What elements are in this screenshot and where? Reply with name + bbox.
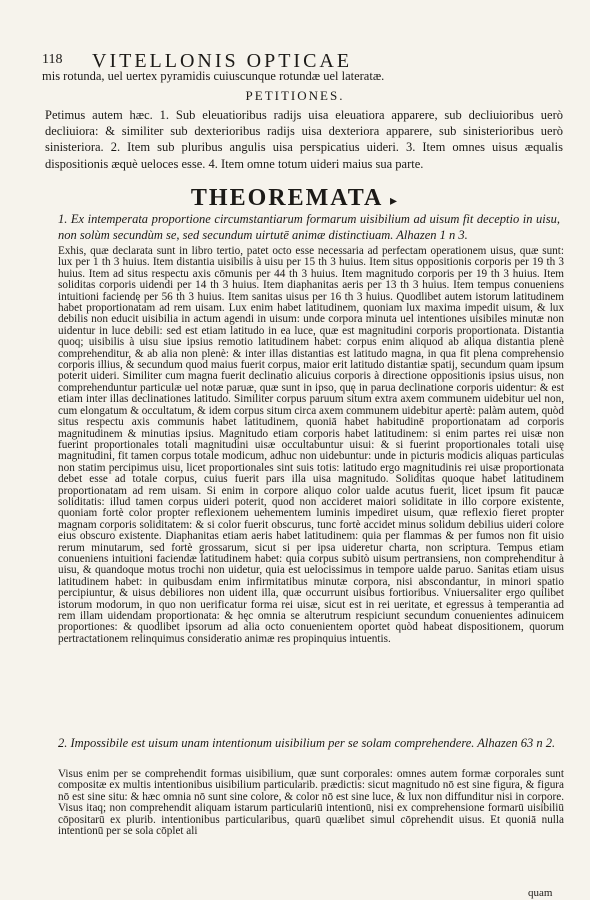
proposition-2-enunciation: 2. Impossibile est uisum unam intentionum uisibilium per se solam comprehendere. Alhazen 63 n 2. [58,736,556,750]
theoremata-heading [0,185,590,212]
pointer-marker-icon: ▸ [390,194,400,209]
proposition-1-enunciation: 1. Ex intemperata proportione circumstantiarum formarum uisibilium ad uisum fit deceptio in uisu, non solùm secundùm se, sed secundum uirtutē animæ distinctiuam. Alhazen 1 n 3. [58,212,560,242]
catchword: quam [528,887,553,899]
running-head: VITELLONIS OPTICAE [92,50,353,72]
page-header [42,50,562,70]
theoremata-title: THEOREMATA [190,185,383,211]
continuation-line: mis rotunda, uel uertex pyramidis cuiuscunque rotundæ uel lateratæ. [42,69,385,83]
petitiones-heading: PETITIONES. [245,88,345,103]
proposition-2-body: Visus enim per se comprehendit formas uisibilium, quæ sunt corporales: omnes autem formæ corporales sunt compositæ ex multis intentionibus uisibilium particularib. prædictis: sicut magnitudo nō est sine figura, & figura nō est sine situ: & hæc omnia nō sunt sine colore, & color nō est sine luce, & lux non diffunditur nisi in corpore. Visus itaq; non comprehendit aliquam istarum particulariū intentionū, nisi ex comprehensione formarū uisibiliū cōpositarū ex plurib. intentionibus particularibus, quarū quælibet simul cōprehendit uisus. Et quoniā nulla intentionū per se sola cōplet ali [58,768,564,838]
proposition-1-body: Exhis, quæ declarata sunt in libro tertio, patet octo esse necessaria ad perfectam operationem uisus, quæ sunt: lux per 1 th 3 huius. Item distantia uisibilis à uisu per 15 th 3 huius. Item situs oppositionis corporis per 19 th 3 huius. Item ad situs respectu axis cōmunis per 44 th 3 huius. Item magnitudo corporis per 19 th 3 huius. Item soliditas corporis uidendi per 14 th 3 huius. Item diaphanitas aeris per 13 th 3 huius. Item tempus conueniens intuitioni faciendę per 56 th 3 huius. Item sanitas uisus per 16 th 3 huius. Quodlibet autem istorum latitudinem habet proportionatam ad rem uisam. Lux enim habet latitudinem, quoniam lux maxima impedit uisum, & lux debilis non educit uisibilia in actum agendi in uisum: unde corpora minuta uel intentiones uisibiles minutæ non uidentur in luce debili: sed est etiam latitudo in ea luce, quæ est magnitudini corporis proportionata. Distantia quoq; uisibilis à uisu siue ipsius remotio latitudinem habet: corpus enim aliquod ab aliqua distantia plenè comprehenditur, & ab alia non plenè: & inter illas distantias est latitudo magna, in qua fit plena comprehensio corporis illius, & secundum quod maius fuerit corpus, maior erit latitudo distantiæ spatij, secundum quam ipsum poterit uideri. Similiter cum magna fuerit declinatio alicuius corporis à directione oppositionis ipsius uisus, non comprehenduntur particulæ uel notæ paruæ, quæ sunt in ipso, quę in parua declinatione corporis uidentur: & est etiam inter illas declinationes latitudo. Similiter corpus paruum situm extra axem communem uidebitur uel non, cum elongatum & occultatum, & idem corpus situm circa axem communem uidebitur apertè: palàm autem, quòd situs respectu axis communis habet latitudinem, quoniā habet habitudinē proportionatam ad corporis magnitudinem & minutias ipsius. Magnitudo etiam corporis habet latitudinem: si enim partes rei uisæ non fuerint proportionales totali magnitudini uisæ occultabuntur uisui: & si fuerint proportionales totali uisę magnitudini, fit tamen corpus totale modicum, adhuc non uidebuntur: unde in picturis modicis aliquas particulas non statim percipimus uisu, licet proportionales sint suis totis: latitudo ergo magnitudinis rei uisæ proportionata debet esse ad totale corpus, cuius fuerit pars illa uisa magnitudo. Soliditas quoque habet latitudinem proportionatam ad rem uisam. Si enim in corpore aliquo color ualde acutus fuerit, licet ipsum fit paucæ soliditatis: illud tamen corpus uideri poterit, quod non accideret maiori soliditate in illo corpore existente, quoniam fortè color propter reflexionem uehementem luminis impediret uisum, quæ reflexio fieret propter magnam corporis soliditatem: & si color fuerit obscurus, tunc fortè accidet minus solidum debilius uideri colore eius obscuro existente. Diaphanitas etiam aeris habet latitudinem: quia per flammas & per fumos non fit uisio rerum minutarum, sed fortè grossarum, sicut si per ipsa uideretur charta, non scriptura. Tempus etiam conueniens intuitioni faciendæ latitudinem habet: quia corpus subitò uisum pertransiens, non comprehenditur à uisu, & quandoque motus trochi non uidetur, quia est uelocissimus in tempore ualde paruo. Sanitas etiam uisus latitudinem habet: in quibusdam enim infirmitatibus minutæ corpora, nisi abscondantur, in minori spatio percipiuntur, & uisus debiliores non uident illa, quæ occurrunt uisibus fortioribus. Vniuersaliter ergo quilibet istorum modorum, in quo non uerificatur forma rei uisæ, sicut est in rei ueritate, et egressus à temperantia ad rem illam uidendam proportionata: & hęc omnia se alterutrum respiciunt secundum conuenientes adinuicem proportiones: & quodlibet ipsorum ad alia octo conuenientem oportet quòd habeat dispositionem, quorum pertractationem relinquimus consideratio animæ res propinquius intuentis. [58,245,564,645]
petitiones-text: Petimus autem hæc. 1. Sub eleuatioribus radijs uisa eleuatiora apparere, sub decliuioribus uerò decliuiora: & similiter sub dexterioribus radijs uisa dexteriora apparere, sub sinisterioribus uerò sinisteriora. 2. Item sub pluribus angulis uisa perspicatius uideri. 3. Item omnes uisus æqualis dispositionis æquè ueloces esse. 4. Item omne totum uideri maius sua parte. [45,108,563,171]
page-number: 118 [42,52,63,67]
